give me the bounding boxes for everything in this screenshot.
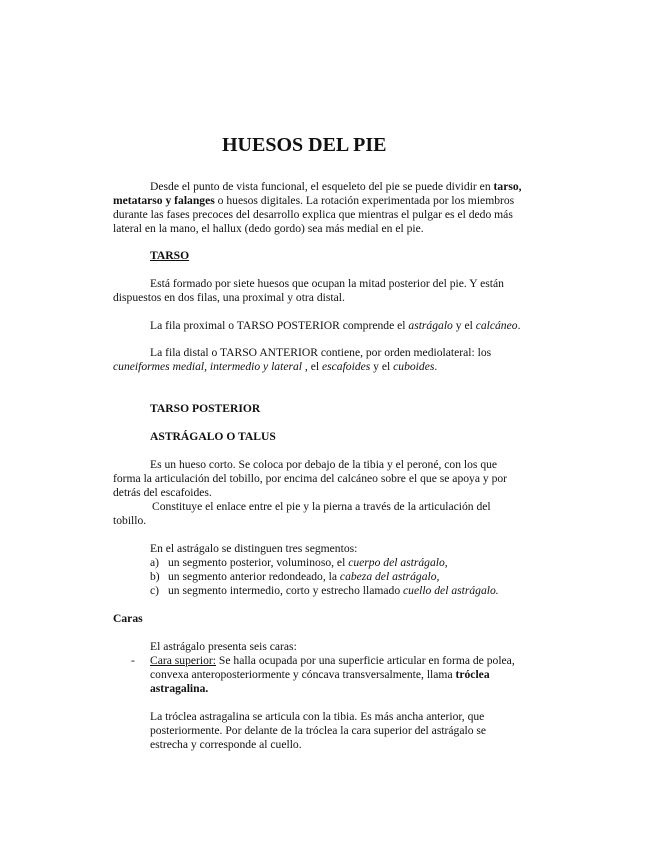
segment-b-marker: b) — [150, 570, 160, 583]
troclea-line-1: La tróclea astragalina se articula con la tibia. Es más ancha anterior, que — [150, 710, 485, 723]
tarso-p3-line-1: La fila distal o TARSO ANTERIOR contiene, por orden mediolateral: los — [150, 346, 492, 359]
intro-line-4: lateral en la mano, el hallux (dedo gordo) sea más medial en el pie. — [113, 222, 424, 235]
tarso-posterior-heading: TARSO POSTERIOR — [150, 402, 261, 415]
segments-intro: En el astrágalo se distinguen tres segmentos: — [150, 542, 358, 555]
list-dash: - — [131, 654, 135, 667]
intro-line-2: metatarso y falanges o huesos digitales. La rotación experimentada por los miembros — [113, 194, 515, 207]
astragalo-line-5: tobillo. — [113, 514, 147, 527]
segment-a-marker: a) — [150, 556, 160, 569]
tarso-p3-line-2: cuneiformes medial, intermedio y lateral , el escafoides y el cuboides. — [113, 360, 438, 373]
cara-superior-line-3: astragalina. — [150, 682, 209, 695]
troclea-line-2: posteriormente. Por delante de la tróclea la cara superior del astrágalo se — [150, 724, 487, 737]
tarso-heading: TARSO — [150, 249, 190, 262]
tarso-p2: La fila proximal o TARSO POSTERIOR comprende el astrágalo y el calcáneo. — [150, 319, 521, 332]
segment-c: un segmento intermedio, corto y estrecho llamado cuello del astrágalo. — [168, 584, 499, 597]
astragalo-line-3: detrás del escafoides. — [113, 486, 212, 499]
cara-superior-label: Cara superior: — [150, 654, 216, 667]
astragalo-heading: ASTRÁGALO O TALUS — [150, 430, 276, 443]
caras-intro: El astrágalo presenta seis caras: — [150, 640, 297, 653]
document-page: HUESOS DEL PIE Desde el punto de vista funcional, el esqueleto del pie se puede dividir en tarso, metatarso y falanges o huesos digitales. La rotación experimentada por los miembros durante las fases precoces del desarrollo explica que mientras el pulgar es el dedo más lateral en la mano, el hallux (dedo gordo) sea más medial en el pie. TARSO Está formado por siete huesos que ocupan la mitad posterior del pie. Y están dispuestos en dos filas, una proximal y otra distal. La fila proximal o TARSO POSTERIOR comprende el astrágalo y el calcáneo. La fila distal o TARSO ANTERIOR contiene, por orden mediolateral: los cuneiformes medial, intermedio y lateral , el escafoides y el cuboides. TARSO POSTERIOR ASTRÁGALO O TALUS Es un hueso corto. Se coloca por debajo de la tibia y el peroné, con los que forma la articulación del tobillo, por encima del calcáneo sobre el que se apoya y por detrás del escafoides. Constituye el enlace entre el pie y la pierna a través de la articulación del tobillo. En el astrágalo se distinguen tres segmentos: a) un segmento posterior, voluminoso, el cuerpo del astrágalo, b) un segmento anterior redondeado, la cabeza del astrágalo, c) un segmento intermedio, corto y estrecho llamado cuello del astrágalo. Caras El astrágalo presenta seis caras: - Cara superior: Se halla ocupada por una superficie articular en forma de polea, convexa anteroposteriormente y cóncava transversalmente, llama tróclea astragalina. La tróclea astragalina se articula con la tibia. Es más ancha anterior, que posteriormente. Por delante de la tróclea la cara superior del astrágalo se estrecha y corresponde al cuello. — [113, 134, 522, 751]
segment-c-marker: c) — [150, 584, 160, 597]
cara-superior-line-1: Cara superior: Se halla ocupada por una superficie articular en forma de polea, — [150, 654, 515, 667]
intro-line-3: durante las fases precoces del desarrollo explica que mientras el pulgar es el dedo más — [113, 208, 513, 221]
intro-line-1: Desde el punto de vista funcional, el esqueleto del pie se puede dividir en tarso, — [150, 180, 522, 193]
astragalo-line-4: Constituye el enlace entre el pie y la pierna a través de la articulación del — [152, 500, 491, 513]
troclea-line-3: estrecha y corresponde al cuello. — [150, 738, 302, 751]
tarso-p1-line-2: dispuestos en dos filas, una proximal y otra distal. — [113, 291, 345, 304]
segment-b: un segmento anterior redondeado, la cabeza del astrágalo, — [168, 570, 440, 583]
astragalo-line-1: Es un hueso corto. Se coloca por debajo de la tibia y el peroné, con los que — [150, 458, 498, 471]
caras-heading: Caras — [113, 612, 143, 625]
tarso-p1-line-1: Está formado por siete huesos que ocupan la mitad posterior del pie. Y están — [150, 277, 504, 290]
segment-a: un segmento posterior, voluminoso, el cuerpo del astrágalo, — [168, 556, 448, 569]
cara-superior-line-2: convexa anteroposteriormente y cóncava transversalmente, llama tróclea — [150, 668, 490, 681]
astragalo-line-2: forma la articulación del tobillo, por encima del calcáneo sobre el que se apoya y por — [113, 472, 508, 485]
